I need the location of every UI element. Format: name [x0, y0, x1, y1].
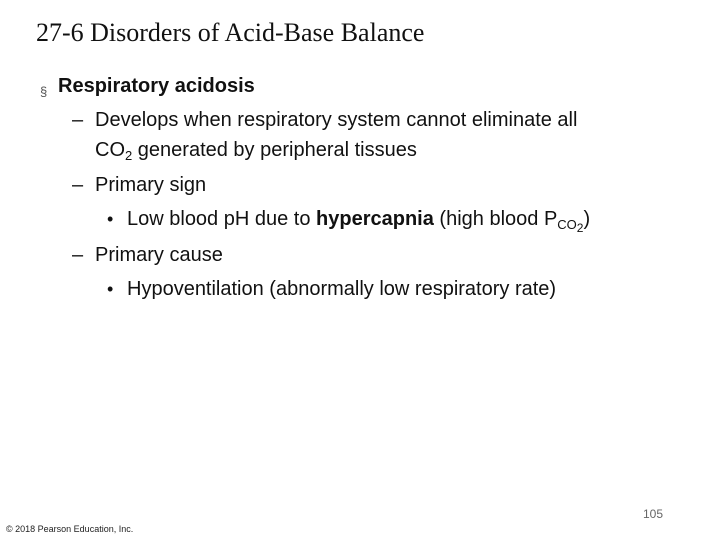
dash-marker: – [72, 244, 84, 266]
bullet-primary-sign: Primary sign [95, 174, 207, 196]
co-subscript-text: CO [557, 217, 577, 232]
dot-marker: • [107, 209, 114, 229]
dash-marker: – [72, 174, 84, 196]
co2-subscript: 2 [125, 148, 133, 163]
bullet-primary-cause: Primary cause [95, 244, 223, 266]
bullet-develops-line1: Develops when respiratory system cannot eliminate all [95, 109, 578, 131]
dash-marker: – [72, 109, 84, 131]
generated-text: generated by peripheral tissues [132, 139, 417, 161]
dot-marker: • [107, 279, 114, 299]
close-paren: ) [583, 208, 591, 230]
page-number: 105 [643, 507, 664, 521]
copyright-notice: © 2018 Pearson Education, Inc. [6, 524, 134, 534]
slide-title: 27-6 Disorders of Acid-Base Balance [36, 18, 425, 47]
bullet-develops-line2 [95, 139, 417, 162]
two-subsubscript: 2 [576, 221, 584, 235]
hypercapnia-term: hypercapnia [316, 208, 434, 230]
co2-text: CO [95, 139, 125, 161]
bullet-marker-icon: § [40, 84, 48, 99]
bullet-low-blood-ph [127, 208, 591, 235]
bullet-respiratory-acidosis: Respiratory acidosis [58, 75, 255, 97]
low-blood-text: Low blood pH due to [127, 208, 317, 230]
bullet-hypoventilation: Hypoventilation (abnormally low respiratory rate) [127, 278, 557, 300]
high-blood-text: (high blood P [433, 208, 558, 230]
pco2-subscript [557, 217, 584, 235]
